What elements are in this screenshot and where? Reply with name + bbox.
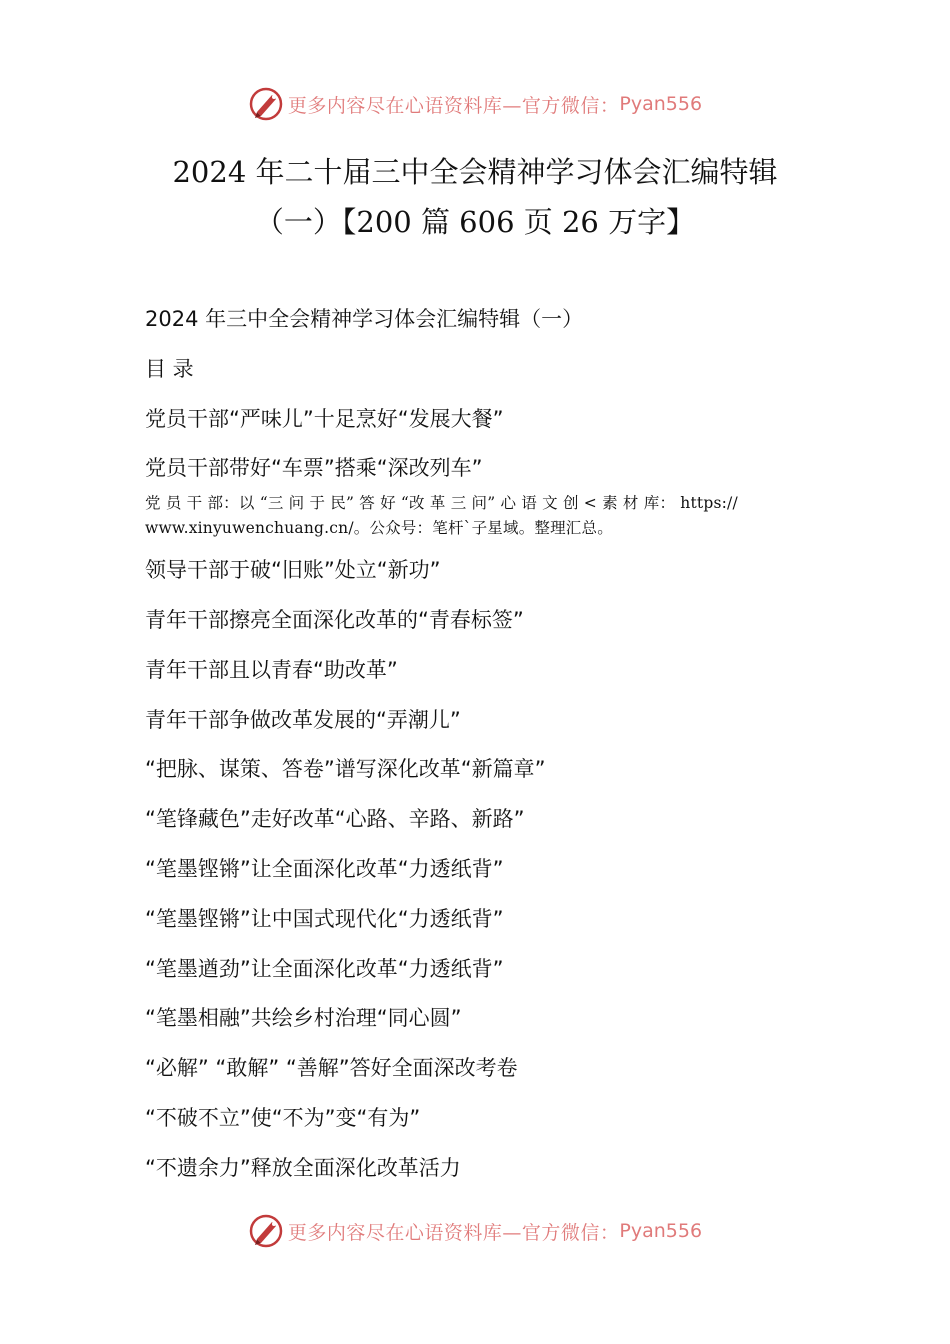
toc-item: “把脉、谋策、答卷”谱写深化改革“新篇章”: [145, 757, 546, 782]
pen-logo-icon: [248, 86, 284, 122]
toc-item: “笔锋藏色”走好改革“心路、辛路、新路”: [145, 807, 525, 832]
toc-item: “笔墨相融”共绘乡村治理“同心圆”: [145, 1006, 462, 1031]
pen-logo-icon: [248, 1213, 284, 1249]
source-note: [145, 491, 825, 541]
toc-item: “笔墨铿锵”让全面深化改革“力透纸背”: [145, 856, 504, 881]
toc-item: 领导干部于破“旧账”处立“新功”: [145, 558, 441, 583]
watermark-slogan: 更多内容尽在心语资料库—官方微信：: [287, 94, 620, 117]
document-title-line2: （一）【200 篇 606 页 26 万字】: [254, 205, 696, 239]
toc-item: “笔墨遒劲”让全面深化改革“力透纸背”: [145, 956, 504, 981]
toc-item: “必解” “敢解” “善解”答好全面深改考卷: [145, 1056, 518, 1081]
toc-item: “不遗余力”释放全面深化改革活力: [145, 1155, 461, 1180]
source-note-line2: www.xinyuwenchuang.cn/。公众号：笔杆`子星域。整理汇总。: [145, 519, 613, 538]
toc-item: 青年干部擦亮全面深化改革的“青春标签”: [145, 607, 524, 632]
toc-item: 党员干部带好“车票”搭乘“深改列车”: [145, 456, 483, 481]
document-subtitle: 2024 年三中全会精神学习体会汇编特辑（一）: [145, 307, 584, 331]
watermark-wechat-id: Pyan556: [619, 93, 703, 115]
toc-item: 青年干部争做改革发展的“弄潮儿”: [145, 707, 461, 732]
toc-item: 党员干部“严味儿”十足烹好“发展大餐”: [145, 406, 504, 431]
header-watermark: [0, 82, 950, 126]
toc-item: 青年干部且以青春“助改革”: [145, 657, 398, 682]
source-note-line1: 党 员 干 部：以 “三 问 于 民” 答 好 “改 革 三 问” 心 语 文 创 < 素 材 库： https://: [145, 494, 738, 513]
table-of-contents: [145, 300, 825, 1199]
footer-watermark: [0, 1209, 950, 1253]
toc-item: “笔墨铿锵”让中国式现代化“力透纸背”: [145, 906, 504, 931]
toc-item: “不破不立”使“不为”变“有为”: [145, 1105, 421, 1130]
toc-heading: 目 录: [145, 356, 194, 381]
watermark-wechat-id: Pyan556: [619, 1220, 703, 1242]
document-title-line1: 2024 年二十届三中全会精神学习体会汇编特辑: [172, 155, 778, 189]
watermark-slogan: 更多内容尽在心语资料库—官方微信：: [287, 1221, 620, 1244]
